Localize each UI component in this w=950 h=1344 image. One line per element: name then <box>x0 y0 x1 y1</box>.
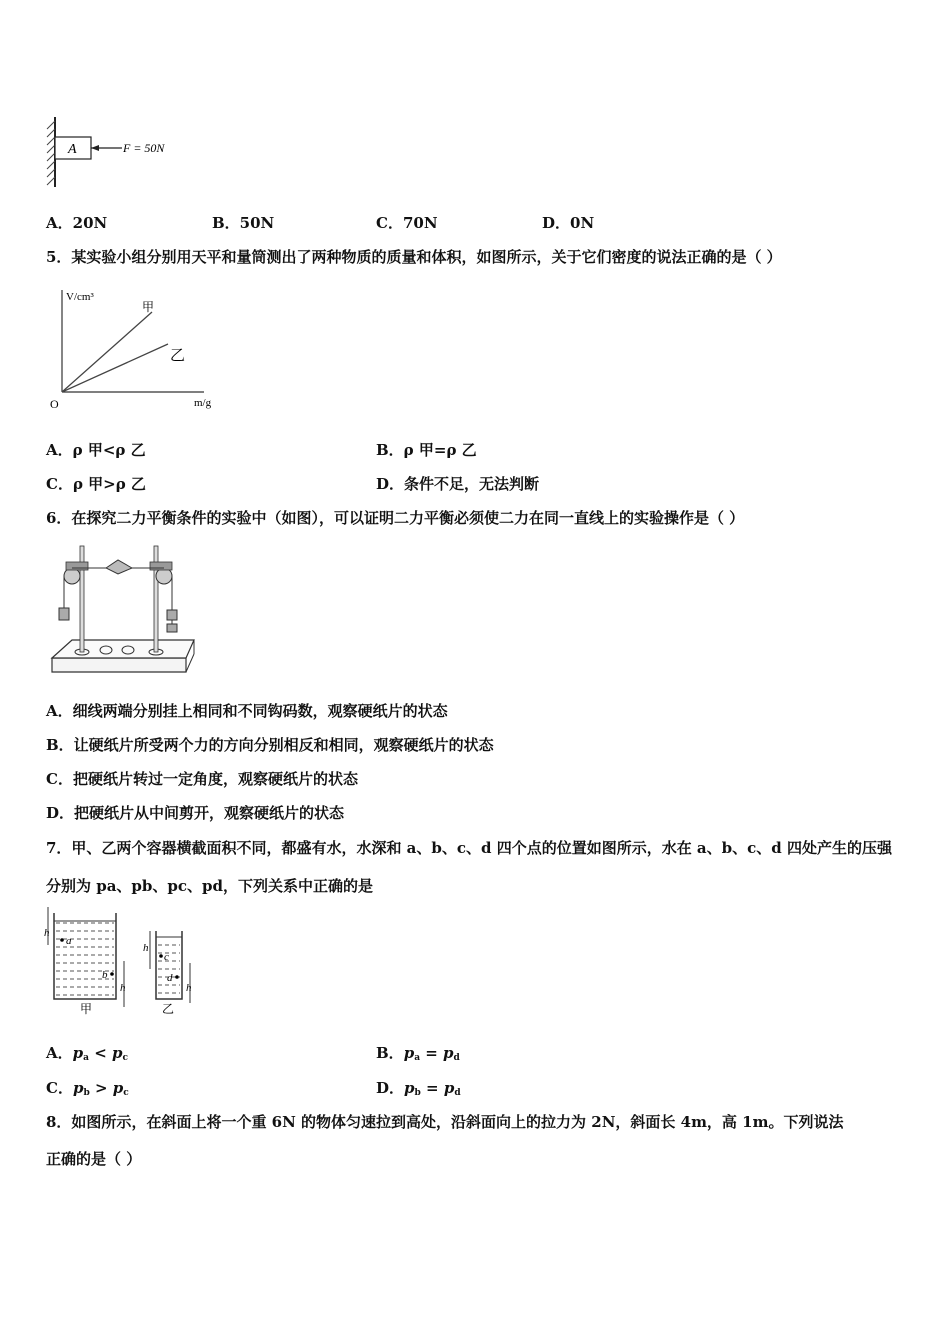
q5-stem: 5．某实验小组分别用天平和量筒测出了两种物质的质量和体积，如图所示，关于它们密度的说法正确的是（ ） <box>46 248 782 266</box>
y-axis-label: V/cm³ <box>66 291 94 303</box>
q7-a-rhs: p <box>112 1044 123 1062</box>
q7-a-letter: A． <box>46 1044 73 1062</box>
q7-b-op: = <box>420 1044 444 1062</box>
q4-option-a[interactable]: A．20N <box>46 214 108 232</box>
q7-b-lhs: p <box>403 1044 415 1062</box>
q4-option-d[interactable]: D．0N <box>542 214 595 232</box>
q7-c-op: > <box>89 1079 113 1097</box>
q7-c-letter: C． <box>46 1079 73 1097</box>
q7-d-op: = <box>420 1079 444 1097</box>
q7-a-rsub: c <box>122 1053 128 1063</box>
series-jia-line <box>62 312 152 392</box>
q6-option-b[interactable]: B．让硬纸片所受两个力的方向分别相反和相同，观察硬纸片的状态 <box>46 736 494 754</box>
block-a-label: A <box>68 142 77 157</box>
point-a-label: a <box>66 935 72 947</box>
q4-option-b[interactable]: B．50N <box>212 214 275 232</box>
q5-option-b[interactable]: B．ρ 甲=ρ 乙 <box>376 441 477 459</box>
point-b-label: b <box>102 969 108 981</box>
q7-option-d[interactable] <box>376 1077 461 1098</box>
h-label-c: h <box>143 942 149 954</box>
point-a <box>60 938 64 942</box>
q7-option-a[interactable] <box>46 1042 128 1063</box>
q4-figure <box>40 115 190 190</box>
q7-b-rsub: d <box>453 1053 460 1063</box>
q6-apparatus-figure <box>44 540 196 680</box>
container-yi-label: 乙 <box>162 1002 175 1016</box>
q5-chart <box>44 282 224 417</box>
h-label-a: h <box>44 927 50 939</box>
point-c-label: c <box>164 951 169 963</box>
q7-option-b[interactable] <box>376 1042 460 1063</box>
q7-c-rhs: p <box>112 1079 124 1097</box>
q7-a-lhs: p <box>72 1044 84 1062</box>
series-yi-line <box>62 344 168 392</box>
q6-option-d[interactable]: D．把硬纸片从中间剪开，观察硬纸片的状态 <box>46 804 345 822</box>
q5-option-d[interactable]: D．条件不足，无法判断 <box>376 475 540 493</box>
point-b <box>110 972 114 976</box>
q5-option-c[interactable]: C．ρ 甲>ρ 乙 <box>46 475 146 493</box>
point-c <box>159 954 163 958</box>
q7-c-rsub: c <box>123 1088 129 1098</box>
q6-stem: 6．在探究二力平衡条件的实验中（如图），可以证明二力平衡必须使二力在同一直线上的实验操作是（ ） <box>46 509 745 527</box>
q7-d-rhs: p <box>443 1079 455 1097</box>
series-jia-label: 甲 <box>142 300 155 314</box>
q7-c-lhs: p <box>72 1079 84 1097</box>
q7-b-letter: B． <box>376 1044 404 1062</box>
q8-stem-line1: 8．如图所示，在斜面上将一个重 6N 的物体匀速拉到高处，沿斜面向上的拉力为 2N，斜面长 4m，高 1m。下列说法 <box>46 1113 844 1131</box>
q7-d-lsub: b <box>414 1088 421 1098</box>
q7-d-lhs: p <box>404 1079 415 1097</box>
q7-containers-figure <box>40 903 210 1018</box>
q6-option-c[interactable]: C．把硬纸片转过一定角度，观察硬纸片的状态 <box>46 770 358 788</box>
point-d-label: d <box>167 972 173 984</box>
q6-option-a[interactable]: A．细线两端分别挂上相同和不同钩码数，观察硬纸片的状态 <box>46 702 448 720</box>
point-d <box>175 975 179 979</box>
q7-stem-line2: 分别为 pa、pb、pc、pd，下列关系中正确的是 <box>46 877 374 895</box>
h-label-b: h <box>120 982 126 994</box>
q5-option-a[interactable]: A．ρ 甲<ρ 乙 <box>46 441 146 459</box>
q7-b-lsub: a <box>414 1053 421 1063</box>
q7-d-letter: D． <box>376 1079 405 1097</box>
q7-option-c[interactable] <box>46 1077 129 1098</box>
container-jia-label: 甲 <box>80 1002 93 1016</box>
q8-stem-line2: 正确的是（ ） <box>46 1150 142 1168</box>
q7-d-rsub: d <box>454 1088 461 1098</box>
q7-a-lsub: a <box>83 1053 89 1063</box>
x-axis-label: m/g <box>194 397 212 409</box>
force-label: F = 50N <box>123 141 165 155</box>
origin-label: O <box>50 397 59 411</box>
q7-c-lsub: b <box>83 1088 90 1098</box>
q4-option-c[interactable]: C．70N <box>376 214 438 232</box>
q7-a-op: < <box>88 1044 112 1062</box>
q7-b-rhs: p <box>443 1044 454 1062</box>
series-yi-label: 乙 <box>170 348 186 364</box>
h-label-d: h <box>186 982 192 994</box>
q7-stem-line1: 7．甲、乙两个容器横截面积不同，都盛有水，水深和 a、b、c、d 四个点的位置如图所示，水在 a、b、c、d 四处产生的压强 <box>46 839 892 857</box>
